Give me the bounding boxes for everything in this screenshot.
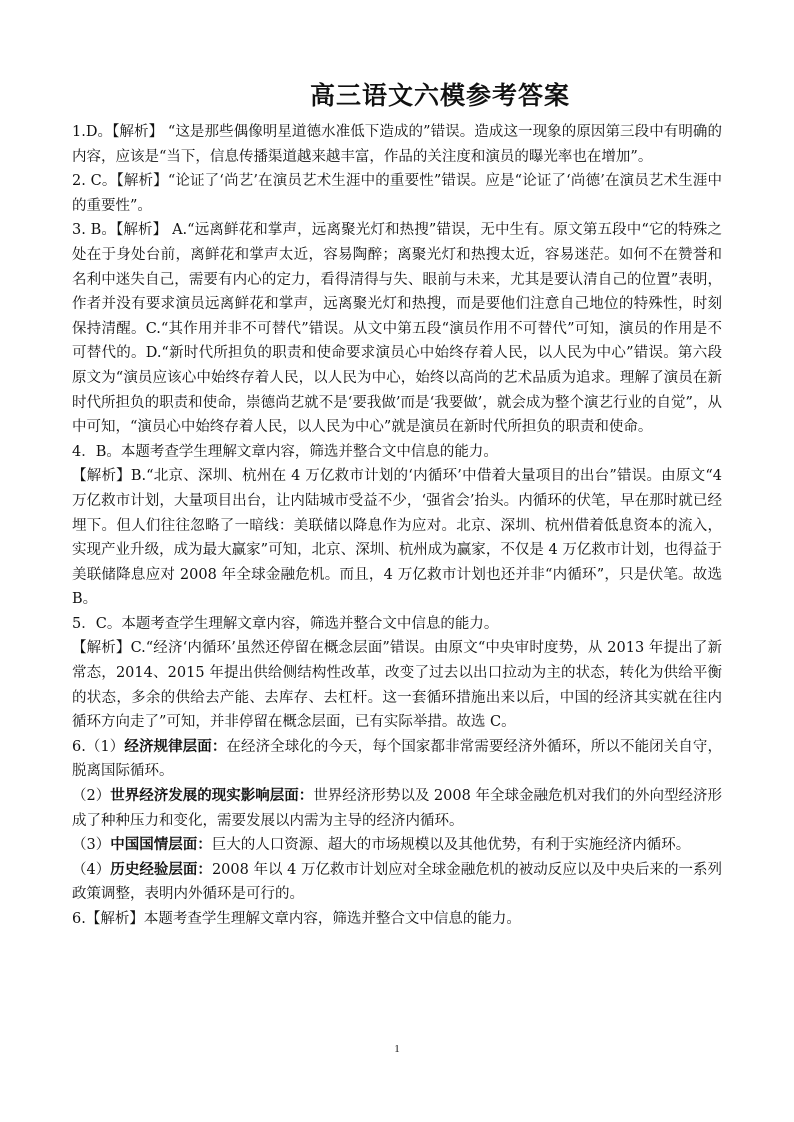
answer-3: 3. B。【解析】 A.“远离鲜花和掌声，远离聚光灯和热搜”错误，无中生有。原文第五段中“它的特殊之处在于身处台前，离鲜花和掌声太近，容易陶醉；离聚光灯和热搜太近，容易迷茫。如何不在赞誉和名利中迷失自己，需要有内心的定力，看得清得与失、眼前与未来，尤其是要认清自己的位置”表明，作者并没有要求演员远离鲜花和掌声，远离聚光灯和热搜，而是要他们注意自己地位的特殊性，时刻保持清醒。C.“其作用并非不可替代”错误。从文中第五段“演员作用不可替代”可知，演员的作用是不可替代的。D.“新时代所担负的职责和使命要求演员心中始终存着人民，以人民为中心”错误。第六段原文为“演员应该心中始终存着人民，以人民为中心，始终以高尚的艺术品质为追求。理解了演员在新时代所担负的职责和使命，崇德尚艺就不是‘要我做’而是‘我要做’，就会成为整个演艺行业的自觉”，从中可知，“演员心中始终存着人民，以人民为中心”就是演员在新时代所担负的职责和使命。	[72, 222, 722, 436]
answer-5-head: 5．C。本题考查学生理解文章内容，筛选并整合文中信息的能力。	[72, 615, 499, 632]
answer-6-item-4-text: 2008 年以 4 万亿救市计划应对全球金融危机的被动反应以及中央后来的一系列政策调整，表明内外循环是可行的。	[72, 861, 723, 903]
answer-4-analysis: 【解析】B.“北京、深圳、杭州在 4 万亿救市计划的‘内循环’中借着大量项目的出台”错误。由原文“4 万亿救市计划，大量项目出台，让内陆城市受益不少，‘强省会’抬头。内循环的伏笔，早在那时就已经埋下。但人们往往忽略了一暗线：美联储以降息作为应对。北京、深圳、杭州借着低息资本的流入，实现产业升级，成为最大赢家”可知，北京、深圳、杭州成为赢家，不仅是 4 万亿救市计划，也得益于美联储降息应对 2008 年全球金融危机。而且，4 万亿救市计划也还并非“内循环”，只是伏笔。故选 B。	[72, 468, 722, 608]
answer-6-item-4-prefix: （4）	[72, 861, 111, 878]
answer-1: 1.D。【解析】 “这是那些偶像明星道德水准低下造成的”错误。造成这一现象的原因第三段中有明确的内容，应该是“当下，信息传播渠道越来越丰富，作品的关注度和演员的曝光率也在增加”。	[72, 124, 722, 165]
answer-6-item-2-prefix: （2）	[72, 788, 111, 805]
answer-6-item-1-prefix: 6.（1）	[72, 738, 125, 755]
answer-6-item-1-heading: 经济规律层面：	[124, 737, 227, 755]
answer-5-analysis: 【解析】C.“经济‘内循环’虽然还停留在概念层面”错误。由原文“中央审时度势，从 2013 年提出了新常态，2014、2015 年提出供给侧结构性改革，改变了过去以出口拉动为主的状态，转化为供给平衡的状态，多余的供给去产能、去库存、去杠杆。这一套循环措施出来以后，中国的经济其实就在往内循环方向走了”可知，并非停留在概念层面，已有实际举措。故选 C。	[72, 640, 722, 731]
answer-6-item-3-heading: 中国国情层面：	[110, 836, 212, 854]
answer-6-item-1-text: 在经济全球化的今天，每个国家都非常需要经济外循环，所以不能闭关自守，脱离国际循环。	[72, 738, 722, 780]
answer-6-item-3-prefix: （3）	[72, 837, 111, 854]
answer-6-item-4-heading: 历史经验层面：	[110, 860, 212, 878]
answer-6-item-2-text: 世界经济形势以及 2008 年全球金融危机对我们的外向型经济形成了种种压力和变化，需要发展以内需为主导的经济内循环。	[72, 788, 722, 829]
answer-6-item-2	[72, 784, 722, 833]
answer-6-item-3	[72, 833, 722, 858]
answer-content	[72, 120, 722, 932]
answer-page	[72, 78, 722, 932]
answer-6-item-1	[72, 735, 722, 784]
page-number: 1	[394, 1043, 400, 1055]
answer-6-item-2-heading: 世界经济发展的现实影响层面：	[110, 787, 314, 805]
answer-6-item-3-text: 巨大的人口资源、超大的市场规模以及其他优势，有利于实施经济内循环。	[211, 837, 691, 854]
answer-2: 2. C。【解析】“论证了‘尚艺’在演员艺术生涯中的重要性”错误。应是“论证了‘尚德’在演员艺术生涯中的重要性”。	[72, 173, 722, 214]
answer-6-item-4	[72, 858, 722, 907]
answer-4-head: 4．B。本题考查学生理解文章内容，筛选并整合文中信息的能力。	[72, 443, 498, 460]
answer-6-analysis: 6.【解析】本题考查学生理解文章内容，筛选并整合文中信息的能力。	[72, 911, 521, 927]
page-title: 高三语文六模参考答案	[309, 81, 570, 110]
